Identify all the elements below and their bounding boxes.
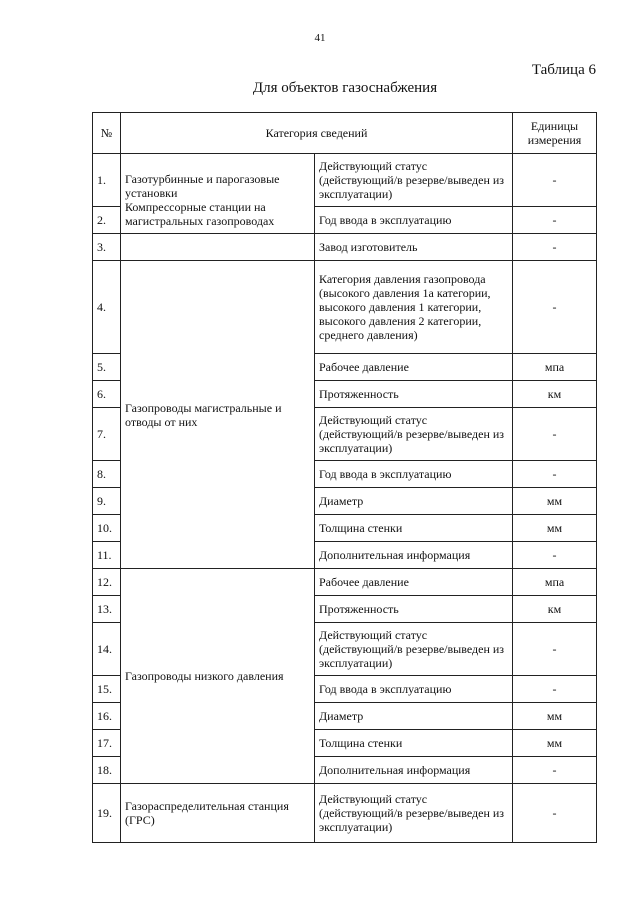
group-main-pipelines: Газопроводы магистральные и отводы от них — [121, 261, 315, 569]
row-number: 14. — [93, 623, 121, 676]
row-category: Год ввода в эксплуатацию — [315, 461, 513, 488]
row-category: Категория давления газопровода (высокого давления 1а категории, высокого давления 1 категории, высокого давления 2 категории, среднего давления) — [315, 261, 513, 354]
row-category: Год ввода в эксплуатацию — [315, 207, 513, 234]
row-category: Диаметр — [315, 703, 513, 730]
row-category: Диаметр — [315, 488, 513, 515]
header-category: Категория сведений — [121, 113, 513, 154]
row-unit: км — [513, 596, 597, 623]
row-number: 2. — [93, 207, 121, 234]
group-empty-cell — [121, 234, 315, 261]
row-number: 4. — [93, 261, 121, 354]
row-number: 3. — [93, 234, 121, 261]
row-number: 8. — [93, 461, 121, 488]
row-number: 1. — [93, 154, 121, 207]
row-unit: мпа — [513, 569, 597, 596]
row-number: 19. — [93, 784, 121, 843]
row-number: 6. — [93, 381, 121, 408]
row-number: 17. — [93, 730, 121, 757]
row-number: 9. — [93, 488, 121, 515]
row-category: Действующий статус (действующий/в резерве/выведен из эксплуатации) — [315, 623, 513, 676]
row-unit: мм — [513, 703, 597, 730]
row-category: Толщина стенки — [315, 515, 513, 542]
row-category: Действующий статус (действующий/в резерве/выведен из эксплуатации) — [315, 154, 513, 207]
row-number: 7. — [93, 408, 121, 461]
row-category: Действующий статус (действующий/в резерве/выведен из эксплуатации) — [315, 784, 513, 843]
row-unit: - — [513, 234, 597, 261]
row-category: Год ввода в эксплуатацию — [315, 676, 513, 703]
gas-supply-table — [92, 112, 597, 843]
table-row — [93, 569, 597, 596]
row-unit: км — [513, 381, 597, 408]
table-row — [93, 261, 597, 354]
row-number: 12. — [93, 569, 121, 596]
row-category: Протяженность — [315, 381, 513, 408]
row-unit: - — [513, 461, 597, 488]
row-category: Рабочее давление — [315, 569, 513, 596]
row-unit: - — [513, 261, 597, 354]
row-number: 15. — [93, 676, 121, 703]
row-category: Рабочее давление — [315, 354, 513, 381]
table-row — [93, 784, 597, 843]
row-number: 18. — [93, 757, 121, 784]
row-number: 16. — [93, 703, 121, 730]
row-number: 10. — [93, 515, 121, 542]
row-category: Завод изготовитель — [315, 234, 513, 261]
row-number: 13. — [93, 596, 121, 623]
row-unit: - — [513, 408, 597, 461]
row-number: 11. — [93, 542, 121, 569]
row-unit: мм — [513, 515, 597, 542]
group-grs: Газораспределительная станция (ГРС) — [121, 784, 315, 843]
header-unit: Единицы измерения — [513, 113, 597, 154]
row-unit: - — [513, 207, 597, 234]
table-label: Таблица 6 — [531, 62, 596, 78]
table-title: Для объектов газоснабжения — [252, 80, 438, 96]
table-row — [93, 234, 597, 261]
row-unit: - — [513, 623, 597, 676]
header-num: № — [93, 113, 121, 154]
row-category: Протяженность — [315, 596, 513, 623]
table-row — [93, 154, 597, 207]
row-unit: мм — [513, 730, 597, 757]
row-number: 5. — [93, 354, 121, 381]
group-compressor: Компрессорные станции на магистральных газопроводах — [125, 199, 275, 228]
group-gas-turbine-compressor — [121, 154, 315, 234]
group-low-pressure: Газопроводы низкого давления — [121, 569, 315, 784]
row-unit: - — [513, 542, 597, 569]
row-unit: мпа — [513, 354, 597, 381]
table-header-row — [93, 113, 597, 154]
row-unit: - — [513, 676, 597, 703]
row-category: Действующий статус (действующий/в резерве/выведен из эксплуатации) — [315, 408, 513, 461]
row-category: Толщина стенки — [315, 730, 513, 757]
row-unit: мм — [513, 488, 597, 515]
row-category: Дополнительная информация — [315, 757, 513, 784]
group-gas-turbine: Газотурбинные и парогазовые установки — [125, 171, 280, 200]
row-unit: - — [513, 784, 597, 843]
row-category: Дополнительная информация — [315, 542, 513, 569]
page-number: 41 — [314, 32, 326, 44]
row-unit: - — [513, 154, 597, 207]
row-unit: - — [513, 757, 597, 784]
